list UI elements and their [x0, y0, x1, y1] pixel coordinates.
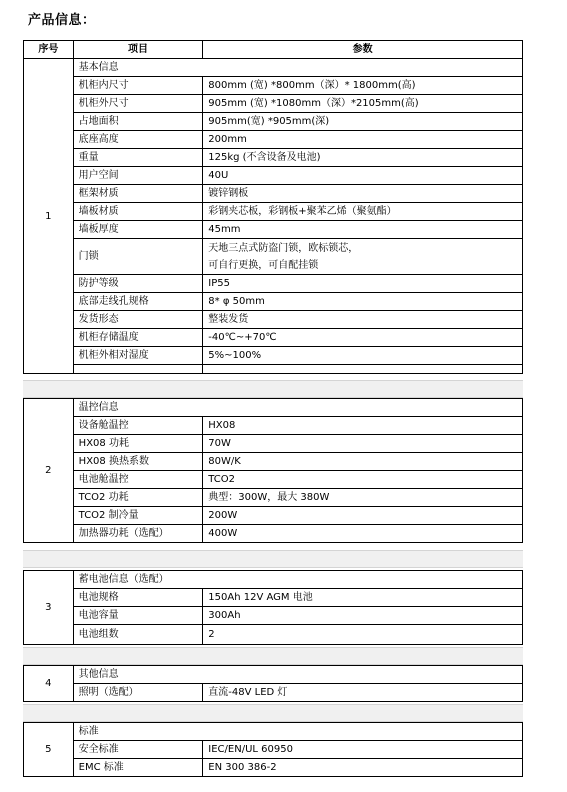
table-row: [24, 607, 523, 625]
item-value: 8* φ 50mm: [203, 293, 523, 311]
section-number: 2: [24, 399, 74, 543]
item-value: EN 300 386-2: [203, 759, 523, 777]
item-label: 框架材质: [73, 185, 203, 203]
section-number: 4: [24, 666, 74, 702]
item-value: 125kg (不含设备及电池): [203, 149, 523, 167]
item-value-empty: [203, 365, 523, 374]
item-value-multiline: [203, 239, 523, 275]
table-row: [24, 741, 523, 759]
item-label: 电池规格: [73, 589, 203, 607]
item-value: 80W/K: [203, 453, 523, 471]
item-value: 镀锌钢板: [203, 185, 523, 203]
table-row: [24, 453, 523, 471]
item-label: 机柜外尺寸: [73, 95, 203, 113]
item-value: HX08: [203, 417, 523, 435]
item-value: 800mm (宽) *800mm（深）* 1800mm(高): [203, 77, 523, 95]
item-label: 加热器功耗（选配）: [73, 525, 203, 543]
table-row: [24, 59, 523, 77]
item-label: HX08 换热系数: [73, 453, 203, 471]
table-row: [24, 329, 523, 347]
table-row: [24, 684, 523, 702]
section-number: 3: [24, 571, 74, 645]
table-row: [24, 571, 523, 589]
item-label: 门锁: [73, 239, 203, 275]
item-value: 40U: [203, 167, 523, 185]
section-gap: [23, 647, 523, 665]
item-label: 重量: [73, 149, 203, 167]
item-value: 2: [203, 625, 523, 645]
table-row: [24, 589, 523, 607]
table-row: [24, 365, 523, 374]
item-label: 发货形态: [73, 311, 203, 329]
item-value-line: 可自行更换，可自配挂锁: [208, 259, 319, 271]
item-value: 典型：300W，最大 380W: [203, 489, 523, 507]
item-label: EMC 标准: [73, 759, 203, 777]
item-label: 墙板厚度: [73, 221, 203, 239]
item-value: 70W: [203, 435, 523, 453]
item-value-line: 天地三点式防盗门锁，欧标锁芯，: [208, 242, 359, 254]
table-row: [24, 95, 523, 113]
item-value: 200mm: [203, 131, 523, 149]
item-value: 905mm (宽) *1080mm（深）*2105mm(高): [203, 95, 523, 113]
item-label: 设备舱温控: [73, 417, 203, 435]
item-label: 用户空间: [73, 167, 203, 185]
item-value: IEC/EN/UL 60950: [203, 741, 523, 759]
section-group-title: 蓄电池信息（选配）: [73, 571, 522, 589]
column-header-value: 参数: [203, 41, 523, 59]
table-row: [24, 489, 523, 507]
item-label: 电池舱温控: [73, 471, 203, 489]
item-label: HX08 功耗: [73, 435, 203, 453]
item-label: 墙板材质: [73, 203, 203, 221]
item-value: 400W: [203, 525, 523, 543]
table-row: [24, 221, 523, 239]
item-label: 防护等级: [73, 275, 203, 293]
page-title: 产品信息：: [28, 13, 96, 28]
item-value: 彩钢夹芯板，彩钢板+聚苯乙烯（聚氨酯）: [203, 203, 523, 221]
table-row: [24, 185, 523, 203]
table-row: [24, 311, 523, 329]
section-gap: [23, 550, 523, 568]
table-row: [24, 666, 523, 684]
section-gap: [23, 380, 523, 398]
section-group-title: 基本信息: [73, 59, 522, 77]
spec-table-thermal: [23, 398, 523, 543]
item-value: 45mm: [203, 221, 523, 239]
table-row: [24, 131, 523, 149]
table-row: [24, 239, 523, 275]
item-label: 机柜内尺寸: [73, 77, 203, 95]
item-value: 直流-48V LED 灯: [203, 684, 523, 702]
item-value: -40℃~+70℃: [203, 329, 523, 347]
section-number: 1: [24, 59, 74, 374]
section-gap: [23, 704, 523, 722]
item-label-empty: [73, 365, 203, 374]
item-label: 照明（选配）: [73, 684, 203, 702]
table-row: [24, 399, 523, 417]
table-row: [24, 77, 523, 95]
section-group-title: 温控信息: [73, 399, 522, 417]
spec-table-battery: [23, 570, 523, 645]
table-row: [24, 347, 523, 365]
table-row: [24, 113, 523, 131]
item-value: IP55: [203, 275, 523, 293]
item-label: 安全标准: [73, 741, 203, 759]
item-value: 5%~100%: [203, 347, 523, 365]
section-group-title: 标准: [73, 723, 522, 741]
section-number: 5: [24, 723, 74, 777]
column-header-no: 序号: [24, 41, 74, 59]
table-row: [24, 471, 523, 489]
item-label: 电池容量: [73, 607, 203, 625]
table-row: [24, 417, 523, 435]
item-label: 底座高度: [73, 131, 203, 149]
item-label: 占地面积: [73, 113, 203, 131]
item-value: 905mm(宽) *905mm(深): [203, 113, 523, 131]
table-header-row: [24, 41, 523, 59]
table-row: [24, 507, 523, 525]
table-row: [24, 625, 523, 645]
item-label: 机柜外相对湿度: [73, 347, 203, 365]
spec-table-other: [23, 665, 523, 702]
spec-table-standards: [23, 722, 523, 777]
item-value: 整装发货: [203, 311, 523, 329]
item-label: TCO2 制冷量: [73, 507, 203, 525]
item-label: TCO2 功耗: [73, 489, 203, 507]
table-row: [24, 293, 523, 311]
item-label: 底部走线孔规格: [73, 293, 203, 311]
item-value: 300Ah: [203, 607, 523, 625]
column-header-item: 项目: [73, 41, 203, 59]
item-value: 200W: [203, 507, 523, 525]
table-row: [24, 275, 523, 293]
item-value: 150Ah 12V AGM 电池: [203, 589, 523, 607]
item-value: TCO2: [203, 471, 523, 489]
item-label: 机柜存储温度: [73, 329, 203, 347]
table-row: [24, 435, 523, 453]
spec-table-basic: [23, 40, 523, 374]
item-label: 电池组数: [73, 625, 203, 645]
table-row: [24, 167, 523, 185]
section-group-title: 其他信息: [73, 666, 522, 684]
table-row: [24, 723, 523, 741]
table-row: [24, 759, 523, 777]
table-row: [24, 149, 523, 167]
table-row: [24, 525, 523, 543]
table-row: [24, 203, 523, 221]
